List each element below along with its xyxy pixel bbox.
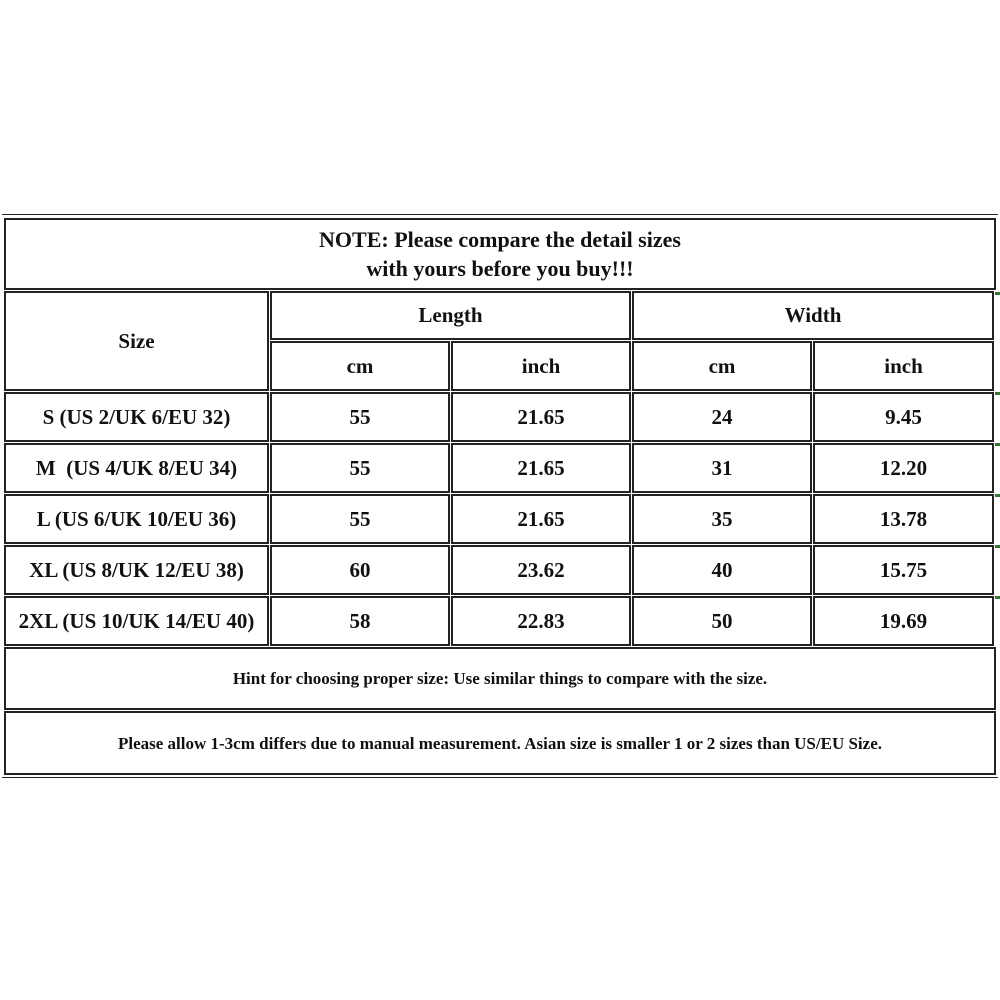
unit-header-width-inch [813,341,994,391]
value: 55 [349,455,371,480]
table-bottom-border [2,777,998,778]
length-header-label: Length [418,303,483,327]
unit-label: cm [708,353,736,378]
size-header [4,291,269,391]
table-row-size-cell [4,443,269,493]
length-inch-cell [451,443,631,493]
length-cm-cell [270,443,450,493]
unit-label: cm [346,353,374,378]
edge-mark [995,545,1000,548]
value: 9.45 [885,404,922,429]
note-line-1: NOTE: Please compare the detail sizes [319,227,681,252]
width-inch-cell [813,494,994,544]
width-header-label: Width [784,303,842,327]
length-cm-cell [270,545,450,595]
unit-header-length-inch [451,341,631,391]
length-cm-cell [270,392,450,442]
value: 60 [349,557,371,582]
value: 19.69 [879,608,928,633]
table-top-border [2,214,998,215]
size-label: M (US 4/UK 8/EU 34) [35,455,238,480]
value: 31 [711,455,733,480]
value: 24 [711,404,733,429]
value: 23.62 [517,557,565,582]
value: 55 [349,404,371,429]
length-inch-cell [451,596,631,646]
length-inch-cell [451,392,631,442]
width-inch-cell [813,392,994,442]
value: 58 [349,608,371,633]
width-inch-cell [813,545,994,595]
length-inch-cell [451,494,631,544]
size-label: 2XL (US 10/UK 14/EU 40) [18,608,255,633]
value: 21.65 [517,404,565,429]
value: 15.75 [879,557,928,582]
table-row-size-cell [4,545,269,595]
note-box [4,218,996,290]
value: 35 [711,506,733,531]
size-label: S (US 2/UK 6/EU 32) [42,404,231,429]
table-row-size-cell [4,392,269,442]
unit-header-length-cm [270,341,450,391]
unit-header-width-cm [632,341,812,391]
allowance-box [4,711,996,775]
unit-label: inch [521,353,561,378]
size-label: XL (US 8/UK 12/EU 38) [29,557,244,582]
edge-mark [995,494,1000,497]
edge-mark [995,443,1000,446]
edge-mark [995,596,1000,599]
table-row-size-cell [4,596,269,646]
value: 21.65 [517,455,565,480]
edge-mark [995,292,1000,295]
hint-text: Hint for choosing proper size: Use similar things to compare with the size. [232,669,768,688]
length-header [270,291,631,340]
value: 55 [349,506,371,531]
allowance-text: Please allow 1-3cm differs due to manual measurement. Asian size is smaller 1 or 2 sizes than US/EU Size. [117,733,882,753]
note-line-2: with yours before you buy!!! [366,256,634,281]
value: 13.78 [879,506,928,531]
length-inch-cell [451,545,631,595]
edge-mark [995,392,1000,395]
width-cm-cell [632,494,812,544]
size-label: L (US 6/UK 10/EU 36) [36,506,237,531]
length-cm-cell [270,596,450,646]
value: 50 [711,608,733,633]
width-cm-cell [632,392,812,442]
width-cm-cell [632,443,812,493]
value: 12.20 [879,455,928,480]
width-cm-cell [632,596,812,646]
hint-box [4,647,996,710]
width-inch-cell [813,443,994,493]
value: 40 [711,557,733,582]
unit-label: inch [884,353,923,378]
length-cm-cell [270,494,450,544]
value: 21.65 [517,506,565,531]
width-inch-cell [813,596,994,646]
size-header-label: Size [118,328,155,353]
width-header [632,291,994,340]
value: 22.83 [517,608,565,633]
table-row-size-cell [4,494,269,544]
width-cm-cell [632,545,812,595]
